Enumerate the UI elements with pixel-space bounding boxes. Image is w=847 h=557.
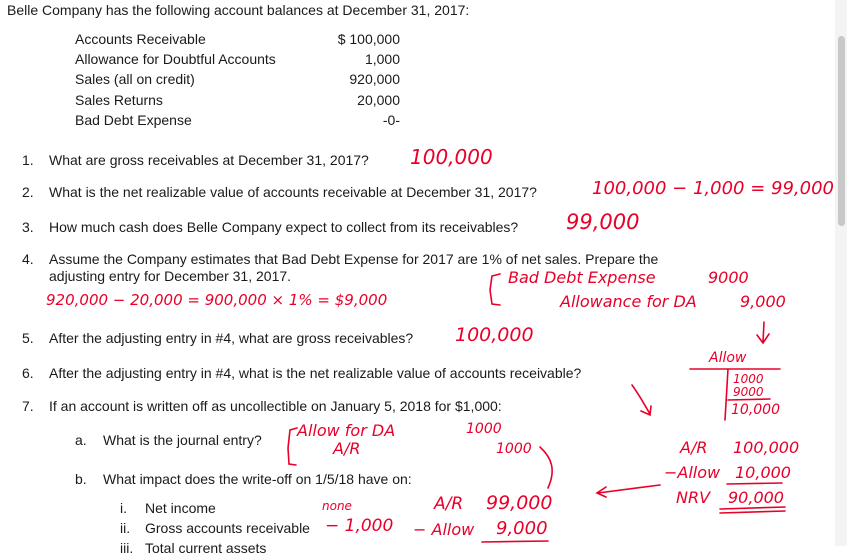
answer-7b-ar-label: A/R	[434, 494, 464, 514]
nrv-label: NRV	[676, 488, 711, 507]
question-number: iii.	[120, 540, 134, 556]
intro-text: Belle Company has the following account balances at December 31, 2017:	[7, 2, 470, 18]
question-number: ii.	[120, 520, 131, 536]
answer-4-debit-amount: 9000	[708, 268, 749, 287]
t-account-value: 1000	[733, 372, 764, 386]
nrv-double-underline	[720, 507, 785, 513]
answer-7a-debit: Allow for DA	[297, 421, 396, 440]
question-7b: What impact does the write-off on 1/5/18 have on:	[103, 471, 412, 487]
question-number: 6.	[22, 365, 34, 381]
nrv-allow-value: 10,000	[735, 463, 791, 482]
answer-7a-credit: A/R	[333, 439, 361, 458]
nrv-ar-value: 100,000	[733, 438, 800, 457]
t-account-value: 9000	[733, 385, 764, 399]
answer-7b-allow-label: − Allow	[413, 520, 475, 539]
answer-7a-credit-amount: 1000	[496, 441, 532, 457]
account-value: 1,000	[364, 51, 400, 67]
question-number: 3.	[22, 219, 34, 235]
connector-bracket	[540, 447, 552, 488]
question-number: 4.	[22, 251, 34, 267]
question-7a: What is the journal entry?	[103, 432, 262, 448]
journal-entry-bracket	[490, 274, 500, 305]
scrollbar-thumb[interactable]	[838, 36, 845, 226]
answer-7b-i: none	[322, 499, 352, 513]
account-value: -0-	[382, 112, 400, 128]
question-7b-iii: Total current assets	[145, 540, 267, 556]
question-number: 2.	[22, 184, 34, 200]
question-1: What are gross receivables at December 31, 2017?	[49, 152, 369, 168]
t-account-vertical	[725, 369, 728, 420]
account-value: $ 100,000	[337, 31, 400, 47]
nrv-allow-label: −Allow	[664, 463, 721, 482]
t-account-title: Allow	[709, 350, 747, 366]
question-number: b.	[75, 471, 87, 487]
question-number: a.	[75, 432, 87, 448]
question-3: How much cash does Belle Company expect to collect from its receivables?	[49, 219, 519, 235]
account-name: Sales Returns	[75, 92, 163, 108]
nrv-ar-label: A/R	[680, 438, 708, 457]
account-name: Sales (all on credit)	[75, 71, 195, 87]
question-5: After the adjusting entry in #4, what are gross receivables?	[49, 330, 414, 346]
question-7: If an account is written off as uncollectible on January 5, 2018 for $1,000:	[49, 398, 502, 414]
nrv-value: 90,000	[728, 488, 784, 507]
answer-7a-debit-amount: 1000	[466, 421, 502, 437]
question-7b-i: Net income	[145, 500, 216, 516]
question-4-line-1: Assume the Company estimates that Bad Debt Expense for 2017 are 1% of net sales. Prepare the	[49, 251, 659, 267]
question-2: What is the net realizable value of accounts receivable at December 31, 2017?	[49, 184, 537, 200]
question-7b-ii: Gross accounts receivable	[145, 520, 310, 536]
question-4-line-2: adjusting entry for December 31, 2017.	[49, 268, 292, 284]
answer-4-credit-amount: 9,000	[740, 292, 786, 311]
account-value: 920,000	[349, 71, 400, 87]
t-account-total: 10,000	[731, 402, 780, 418]
question-number: 5.	[22, 330, 34, 346]
answer-7b-ar-value: 99,000	[486, 492, 553, 514]
arrow-left-icon	[597, 485, 660, 497]
answer-2-handwriting: 100,000 − 1,000 = 99,000	[592, 178, 834, 199]
answer-3-handwriting: 99,000	[566, 210, 640, 234]
answer-7b-allow-value: 9,000	[496, 518, 548, 539]
t-account-total-rule	[728, 399, 770, 400]
vertical-scrollbar[interactable]	[835, 0, 847, 546]
answer-4-calculation: 920,000 − 20,000 = 900,000 × 1% = $9,000	[46, 291, 388, 309]
question-number: i.	[120, 500, 127, 516]
answer-4-debit: Bad Debt Expense	[508, 268, 656, 287]
answer-7b-total-rule	[482, 541, 548, 542]
answer-5-handwriting: 100,000	[455, 324, 534, 346]
question-number: 1.	[22, 152, 34, 168]
arrow-down-icon	[757, 322, 769, 343]
account-value: 20,000	[357, 92, 400, 108]
answer-7b-ii: − 1,000	[325, 516, 394, 536]
answer-4-credit: Allowance for DA	[560, 292, 697, 311]
nrv-total-rule	[727, 483, 782, 484]
question-6: After the adjusting entry in #4, what is the net realizable value of accounts receivable?	[49, 365, 582, 381]
answer-1-handwriting: 100,000	[410, 145, 493, 169]
question-number: 7.	[22, 398, 34, 414]
journal-entry-bracket	[288, 428, 297, 465]
account-name: Accounts Receivable	[75, 31, 206, 47]
account-name: Bad Debt Expense	[75, 112, 192, 128]
account-name: Allowance for Doubtful Accounts	[75, 51, 276, 67]
arrow-down-icon	[632, 385, 651, 415]
